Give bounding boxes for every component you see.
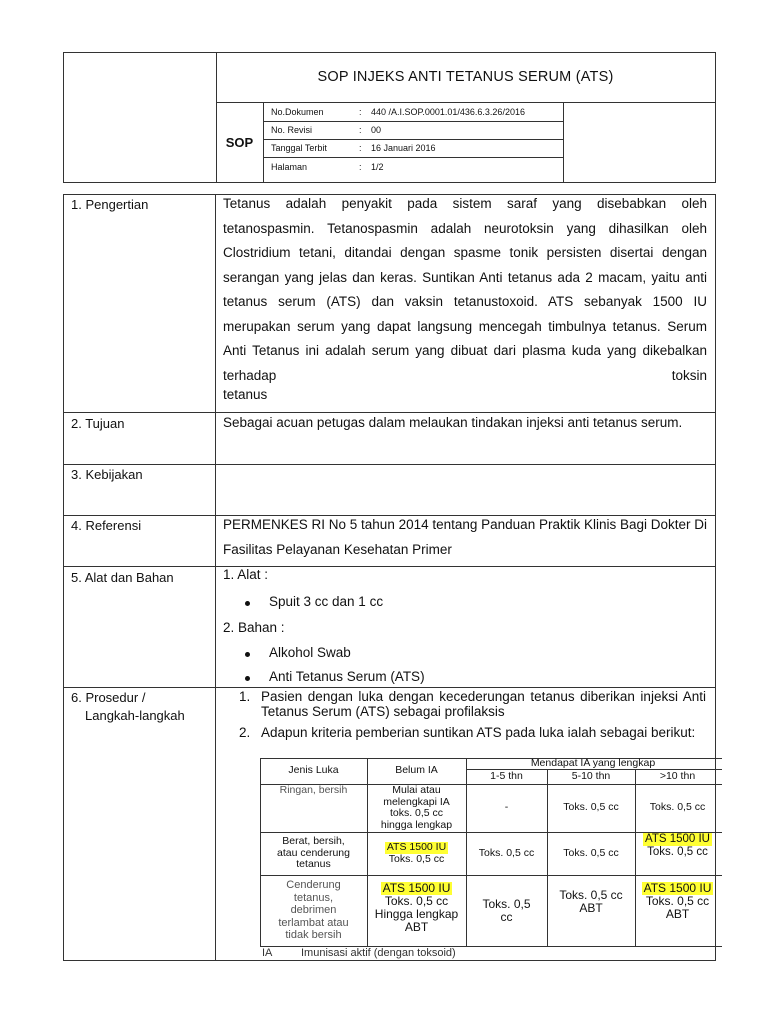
cell-1-5-ringan: - [504, 801, 509, 814]
col-header-1-5-thn: 1-5 thn [490, 769, 523, 782]
footnote-text: Imunisasi aktif (dengan toksoid) [301, 947, 456, 959]
cell-line: ABT [579, 901, 603, 915]
cell-line: Toks. 0,5 cc [384, 894, 449, 908]
step-number: 1. [239, 689, 251, 704]
step-text: Pasien dengan luka dengan kecederungan tetanus diberikan injeksi Anti Tetanus Serum (ATS) sebagai profilaksis [261, 689, 706, 719]
col-header-belum-ia: Belum IA [395, 764, 438, 777]
label-prosedur-line2: Langkah-langkah [85, 708, 185, 723]
cell-5-10-berat: Toks. 0,5 cc [563, 846, 619, 859]
cell-gt10-berat [635, 832, 720, 876]
cell-belum-ringan [367, 784, 466, 832]
cell-5-10-ringan: Toks. 0,5 cc [563, 801, 619, 814]
label-pengertian: 1. Pengertian [71, 197, 149, 212]
cell-line: Toks. 0,5 cc [647, 846, 708, 858]
highlight-ats: ATS 1500 IU [382, 881, 451, 895]
step-text: Adapun kriteria pemberian suntikan ATS pada luka ialah sebagai berikut: [261, 725, 696, 740]
cell-line: Berat, bersih, [282, 835, 345, 848]
alat-title: 1. Alat : [223, 567, 269, 582]
label-prosedur-line1: 6. Prosedur / [71, 690, 146, 705]
cell-line: ABT [404, 920, 429, 934]
bullet-icon [245, 676, 250, 681]
cell-line: melengkapi IA [383, 795, 450, 808]
label-alat-dan-bahan: 5. Alat dan Bahan [71, 570, 174, 585]
bahan-item-text: Alkohol Swab [269, 645, 351, 660]
cell-line: Toks. 0,5 cc [388, 852, 445, 865]
step-number: 2. [239, 725, 251, 740]
cell-line: hingga lengkap [380, 818, 453, 831]
highlight-ats: ATS 1500 IU [386, 841, 447, 853]
content-pengertian [223, 192, 707, 402]
meta-sep: : [359, 143, 362, 153]
content-referensi: PERMENKES RI No 5 tahun 2014 tentang Panduan Praktik Klinis Bagi Dokter Di Fasilitas Pelayanan Kesehatan Primer [223, 517, 708, 557]
bullet-icon [245, 601, 250, 606]
meta-row-tanggal-terbit [263, 139, 563, 157]
highlight-ats: ATS 1500 IU [643, 881, 712, 895]
cell-line: ABT [665, 907, 690, 921]
cell-line: Toks. 0,5 cc [645, 894, 710, 908]
meta-sep: : [359, 125, 362, 135]
meta-sep: : [359, 162, 362, 172]
col-header-mendapat-ia: Mendapat IA yang lengkap [530, 756, 656, 769]
meta-key: No.Dokumen [271, 107, 324, 117]
cell-line: Mulai atau [392, 784, 441, 796]
cell-line: debrimen [290, 904, 337, 917]
cell-line: Toks. 0,5 [482, 896, 531, 911]
cell-line: cc [500, 909, 513, 924]
footnote-abbr: IA [262, 947, 273, 959]
cell-line: tetanus, [293, 891, 334, 904]
cell-gt10-cenderung [635, 875, 720, 953]
sop-label: SOP [225, 134, 254, 150]
pengertian-text: Tetanus adalah penyakit pada sistem saraf yang disebabkan oleh tetanospasmin. Tetanospasmin adalah neurotoksin yang dihasilkan oleh Clostridium tetani, ditandai dengan spasme tonik persisten disertai dengan serangan yang jelas dan keras. Suntikan Anti tetanus ada 2 macam, yaitu anti tetanus serum (ATS) dan vaksin tetanustoxoid. ATS sebanyak 1500 IU merupakan serum yang dapat langsung mencegah timbulnya tetanus. Serum Anti Tetanus ini adalah serum yang dibuat dari plasma kuda yang dikebalkan terhadap toksin [223, 196, 707, 383]
col-header-5-10-thn: 5-10 thn [571, 769, 611, 782]
meta-key: Tanggal Terbit [271, 143, 327, 153]
col-header-gt-10-thn: >10 thn [659, 769, 696, 782]
meta-row-halaman [263, 158, 563, 176]
cell-line: atau cenderung [277, 846, 350, 859]
meta-key: Halaman [271, 162, 308, 172]
meta-row-no-dokumen [263, 103, 563, 121]
label-kebijakan: 3. Kebijakan [71, 467, 143, 482]
meta-value: 440 /A.I.SOP.0001.01/436.6.3.26/2016 [371, 107, 525, 117]
cell-jenis-cenderung [260, 875, 367, 946]
label-prosedur [71, 689, 185, 725]
bahan-title: 2. Bahan : [223, 620, 285, 635]
cell-jenis-ringan: Ringan, bersih [279, 784, 348, 796]
cell-jenis-berat [260, 832, 367, 875]
cell-line: Cenderung [286, 879, 341, 892]
cell-5-10-cenderung [547, 875, 635, 960]
alat-item-text: Spuit 3 cc dan 1 cc [269, 594, 384, 609]
cell-gt10-ringan: Toks. 0,5 cc [649, 801, 706, 814]
highlight-ats: ATS 1500 IU [645, 833, 710, 845]
meta-sep: : [359, 107, 362, 117]
document-title: SOP INJEKS ANTI TETANUS SERUM (ATS) [317, 69, 614, 85]
content-tujuan: Sebagai acuan petugas dalam melaukan tindakan injeksi anti tetanus serum. [223, 415, 683, 430]
cell-line: tetanus [296, 858, 331, 871]
cell-1-5-cenderung [466, 875, 547, 946]
meta-value: 00 [371, 125, 382, 135]
label-referensi: 4. Referensi [71, 518, 142, 533]
meta-key: No. Revisi [271, 125, 313, 135]
cell-line: terlambat atau [278, 916, 349, 929]
cell-1-5-berat: Toks. 0,5 cc [478, 846, 535, 859]
col-header-jenis-luka: Jenis Luka [288, 764, 339, 777]
meta-value: 16 Januari 2016 [371, 143, 436, 153]
cell-line: Hingga lengkap [374, 907, 459, 921]
label-tujuan: 2. Tujuan [71, 416, 125, 431]
bullet-icon [245, 652, 250, 657]
pengertian-text-end: tetanus [223, 387, 268, 402]
cell-line: tidak bersih [285, 929, 342, 942]
meta-value: 1/2 [371, 162, 384, 172]
cell-line: Toks. 0,5 cc [559, 888, 623, 902]
bahan-item-text: Anti Tetanus Serum (ATS) [269, 669, 425, 684]
meta-row-no-revisi [263, 121, 563, 139]
cell-line: toks. 0,5 cc [389, 807, 444, 819]
cell-belum-berat [367, 832, 466, 875]
cell-belum-cenderung [367, 875, 466, 953]
